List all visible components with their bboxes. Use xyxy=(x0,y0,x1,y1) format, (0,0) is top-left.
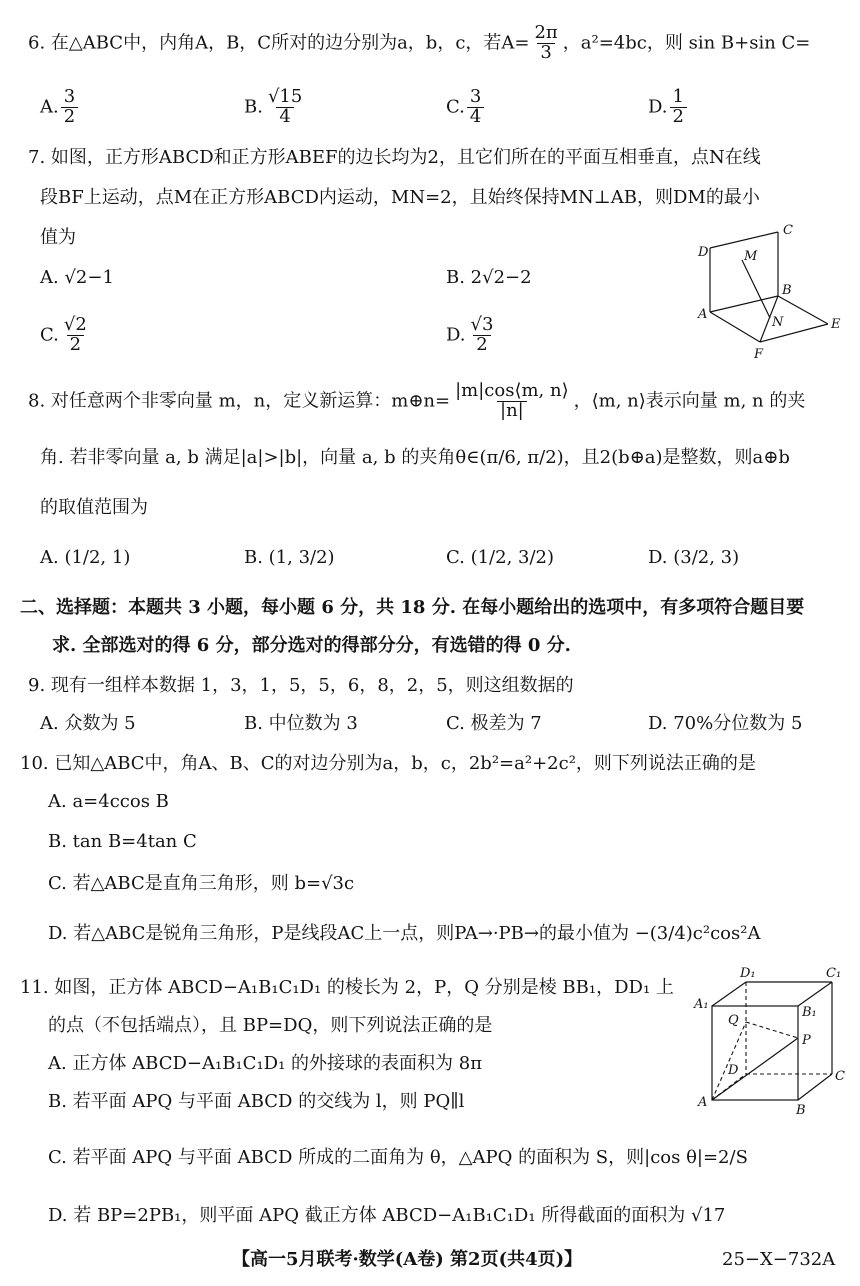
q11-option-a: A. 正方体 ABCD−A₁B₁C₁D₁ 的外接球的表面积为 8π xyxy=(48,1053,483,1074)
q7-edge-ab xyxy=(710,296,778,312)
q10-option-a: A. a=4ccos B xyxy=(48,791,169,812)
q6-option-c: C. $\frac{3}{4}$ xyxy=(446,88,486,127)
q7-label-f: F xyxy=(754,347,764,362)
q7-segment-mn xyxy=(742,260,770,318)
q11-label-d1: D₁ xyxy=(740,966,756,981)
q11-cube-figure xyxy=(690,966,850,1120)
q11-line2: 的点（不包括端点），且 BP=DQ，则下列说法正确的是 xyxy=(48,1015,493,1036)
q11-line1: 11. 如图，正方体 ABCD−A₁B₁C₁D₁ 的棱长为 2，P，Q 分别是棱 BB₁，DD₁ 上 xyxy=(20,977,674,998)
q8-line1: 8. 对任意两个非零向量 m，n，定义新运算：m⊕n= $\frac{|m|\cos⟨m, n⟩}{|n|}$ ，⟨m, n⟩表示向量 m, n 的夹 xyxy=(28,380,806,421)
q11-label-c: C xyxy=(835,1069,845,1084)
q7-label-c: C xyxy=(783,223,793,238)
q6-stem: 6. 在△ABC中，内角A，B，C所对的边分别为a，b，c，若A= $\frac{2\pi}{3}$ ，a²=4bc，则 sin B+sin C= xyxy=(28,22,811,63)
q11-option-c: C. 若平面 APQ 与平面 ABCD 所成的二面角为 θ，△APQ 的面积为 S，则|cos θ|=2/S xyxy=(48,1147,748,1168)
q8-option-d: D. (3/2, 3) xyxy=(648,547,740,568)
q7-label-d: D xyxy=(698,245,709,260)
q11-option-b: B. 若平面 APQ 与平面 ABCD 的交线为 l，则 PQ∥l xyxy=(48,1091,465,1112)
q11-label-b: B xyxy=(796,1103,806,1118)
q7-option-d: D. $\frac{√3}{2}$ xyxy=(446,314,494,355)
q8-line3: 的取值范围为 xyxy=(40,497,148,518)
q7-line3: 值为 xyxy=(40,227,76,248)
q7-option-a: A. √2−1 xyxy=(40,267,114,288)
q9-stem: 9. 现有一组样本数据 1，3，1，5，5，6，8，2，5，则这组数据的 xyxy=(28,675,574,696)
footer-page-info: 【高一5月联考·数学(A卷) 第2页(共4页)】 xyxy=(232,1249,583,1270)
q6-option-b: B. $\frac{√15}{4}$ xyxy=(244,86,303,127)
q11-edge-a1d1 xyxy=(712,982,746,1006)
q9-option-a: A. 众数为 5 xyxy=(40,713,136,734)
q10-option-c: C. 若△ABC是直角三角形，则 b=√3c xyxy=(48,873,355,894)
q6-stem-fraction: $\frac{2\pi}{3}$ xyxy=(534,22,558,63)
q7-edge-be xyxy=(778,296,828,324)
q11-edge-bc xyxy=(798,1074,832,1100)
q11-label-d: D xyxy=(728,1063,739,1078)
q7-label-a: A xyxy=(698,307,708,322)
q11-label-p: P xyxy=(802,1033,811,1048)
q9-option-b: B. 中位数为 3 xyxy=(244,713,358,734)
q8-option-a: A. (1/2, 1) xyxy=(40,547,131,568)
q11-label-q: Q xyxy=(728,1013,739,1028)
q7-option-c: C. $\frac{√2}{2}$ xyxy=(40,314,87,355)
q11-label-a1: A₁ xyxy=(694,997,709,1012)
q11-label-b1: B₁ xyxy=(802,1005,817,1020)
q11-edge-b1c1 xyxy=(798,982,832,1006)
section2-heading-line1: 二、选择题：本题共 3 小题，每小题 6 分，共 18 分. 在每小题给出的选项中，有多项符合题目要 xyxy=(20,597,805,618)
footer-exam-code: 25−X−732A xyxy=(722,1249,836,1270)
q7-edge-fe xyxy=(760,324,828,342)
q7-label-n: N xyxy=(772,315,784,330)
q10-stem: 10. 已知△ABC中，角A、B、C的对边分别为a，b，c，2b²=a²+2c²，则下列说法正确的是 xyxy=(20,753,756,774)
q10-option-b: B. tan B=4tan C xyxy=(48,831,197,852)
q8-line2: 角. 若非零向量 a, b 满足|a|>|b|，向量 a, b 的夹角θ∈(π/6, π/2)，且2(b⊕a)是整数，则a⊕b xyxy=(40,447,790,468)
q11-option-d: D. 若 BP=2PB₁，则平面 APQ 截正方体 ABCD−A₁B₁C₁D₁ 所得截面的面积为 √17 xyxy=(48,1205,726,1226)
q9-option-c: C. 极差为 7 xyxy=(446,713,542,734)
q7-edge-af xyxy=(710,312,760,342)
q7-label-b: B xyxy=(782,283,792,298)
q11-front-face xyxy=(712,1006,798,1100)
q7-line1: 7. 如图，正方形ABCD和正方形ABEF的边长均为2，且它们所在的平面互相垂直，点N在线 xyxy=(28,147,761,168)
q11-segment-qp xyxy=(746,1022,798,1038)
q7-edge-dc xyxy=(710,232,778,248)
q10-option-d: D. 若△ABC是锐角三角形，P是线段AC上一点，则PA→·PB→的最小值为 −(3/4)c²cos²A xyxy=(48,923,761,944)
q8-theta-interval: (π/6, π/2) xyxy=(479,447,564,468)
q6-option-a: A. $\frac{3}{2}$ xyxy=(40,88,80,127)
q7-label-m: M xyxy=(744,249,758,264)
q7-option-b: B. 2√2−2 xyxy=(446,267,532,288)
q7-line2: 段BF上运动，点M在正方形ABCD内运动，MN=2，且始终保持MN⊥AB，则DM的最小 xyxy=(40,187,760,208)
section2-heading-line2: 求. 全部选对的得 6 分，部分选对的得部分分，有选错的得 0 分. xyxy=(52,635,571,656)
q7-label-e: E xyxy=(831,317,841,332)
q6-option-d: D. $\frac{1}{2}$ xyxy=(648,88,689,127)
q8-option-b: B. (1, 3/2) xyxy=(244,547,335,568)
q8-option-c: C. (1/2, 3/2) xyxy=(446,547,554,568)
q9-option-d: D. 70%分位数为 5 xyxy=(648,713,803,734)
q11-label-c1: C₁ xyxy=(826,966,842,981)
q7-figure xyxy=(690,218,850,364)
q11-label-a: A xyxy=(698,1095,708,1110)
